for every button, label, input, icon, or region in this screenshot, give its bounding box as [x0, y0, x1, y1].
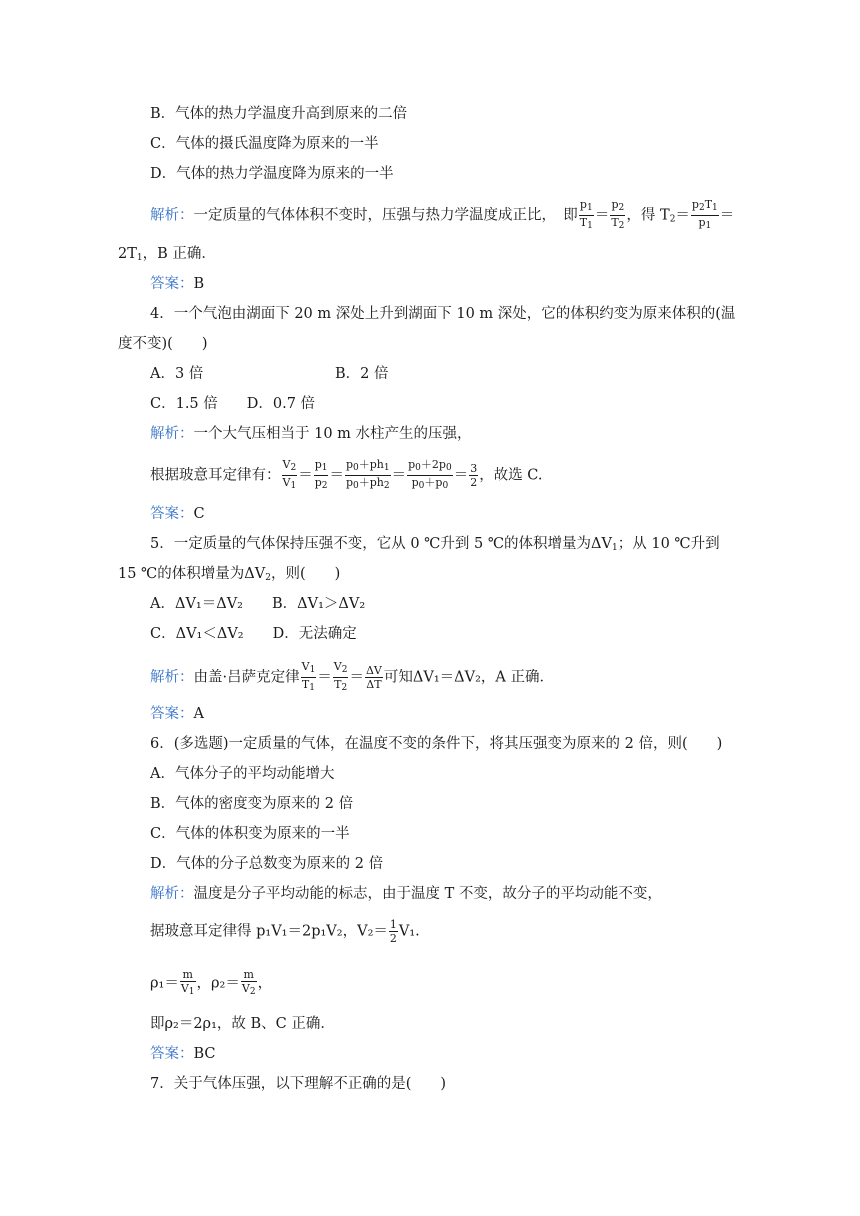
q4-stem-cont: 度不变)( ) — [118, 336, 208, 352]
q6-analysis: 解析：温度是分子平均动能的标志，由于温度 T 不变，故分子的平均动能不变， — [150, 886, 662, 902]
fraction: $\frac{1}{2}$ — [389, 918, 397, 945]
q5-analysis: 解析：由盖·吕萨克定律 $\frac{V_1}{T_1}$ ＝ $\frac{V_2}{T_2}$ ＝ $\frac{\Delta V}{\Delta T}$ 可知ΔV₁＝ΔV₂，A 正确． — [150, 660, 554, 693]
q4-analysis — [150, 424, 472, 444]
q6-option-b: B．气体的密度变为原来的 2 倍 — [150, 796, 354, 812]
fraction: $\frac{m}{V_1}$ — [180, 968, 195, 997]
fraction: $\frac{p_2T_1}{p_1}$ — [691, 198, 718, 231]
analysis-label: 解析： — [150, 886, 194, 902]
fraction: $\frac{V_2}{V_1}$ — [282, 458, 297, 491]
analysis-label: 解析： — [150, 669, 194, 686]
fraction: $\frac{3}{2}$ — [470, 462, 478, 489]
answer-label: 答案： — [150, 506, 194, 522]
fraction: $\frac{p_0+ph_1}{p_0+ph_2}$ — [345, 458, 390, 491]
q5-answer — [150, 704, 204, 724]
q6-option-a: A．气体分子的平均动能增大 — [150, 766, 335, 782]
analysis-text: 一个大气压相当于 10 m 水柱产生的压强， — [193, 426, 472, 442]
q3-option-b: B．气体的热力学温度升高到原来的二倍 — [150, 106, 408, 122]
q6-conclusion: 即ρ₂＝2ρ₁，故 B、C 正确． — [150, 1016, 335, 1032]
fraction: $\frac{V_2}{T_2}$ — [333, 660, 348, 693]
q4-stem: 4．一个气泡由湖面下 20 m 深处上升到湖面下 10 m 深处，它的体积约变为原来体积的(温 — [150, 306, 736, 322]
q7-stem: 7．关于气体压强，以下理解不正确的是( ) — [150, 1076, 447, 1092]
analysis-label: 解析： — [150, 207, 194, 224]
q5-options-ab: A．ΔV₁＝ΔV₂ B．ΔV₁＞ΔV₂ — [150, 596, 366, 612]
answer-label: 答案： — [150, 276, 194, 292]
q6-option-d: D．气体的分子总数变为原来的 2 倍 — [150, 856, 384, 872]
q3-answer — [150, 274, 204, 294]
q5-stem-cont: 15 ℃的体积增量为$\Delta V_2$，则( ) — [118, 566, 341, 583]
fraction: $\frac{V_1}{T_1}$ — [301, 660, 316, 693]
analysis-text: ，得 T — [626, 207, 670, 224]
fraction: $\frac{m}{V_2}$ — [241, 968, 256, 997]
q5-options-cd: C．ΔV₁＜ΔV₂ D．无法确定 — [150, 626, 357, 642]
q4-option-b: B．2 倍 — [335, 366, 389, 382]
analysis-label: 解析： — [150, 426, 194, 442]
answer-label: 答案： — [150, 1046, 194, 1062]
q6-stem: 6．(多选题)一定质量的气体，在温度不变的条件下，将其压强变为原来的 2 倍，则( ) — [150, 736, 723, 752]
q3-option-c: C．气体的摄氏温度降为原来的一半 — [150, 136, 379, 152]
answer-value: BC — [193, 1046, 216, 1062]
q6-answer — [150, 1044, 216, 1064]
fraction: $\frac{\Delta V}{\Delta T}$ — [365, 664, 382, 691]
q6-density: ρ₁＝ $\frac{m}{V_1}$ ，ρ₂＝ $\frac{m}{V_2}$ ， — [150, 968, 273, 997]
q6-law: 据玻意耳定律得 p₁V₁＝2p₁V₂，V₂＝ $\frac{1}{2}$ V₁. — [150, 918, 420, 945]
fraction: $\frac{p_1}{T_1}$ — [579, 198, 593, 231]
answer-value: C — [193, 506, 205, 522]
answer-label: 答案： — [150, 706, 194, 722]
q4-option-a: A．3 倍 — [150, 366, 204, 382]
q3-option-d: D．气体的热力学温度降为原来的一半 — [150, 166, 394, 182]
fraction: $\frac{p_1}{p_2}$ — [314, 458, 328, 491]
fraction: $\frac{p_2}{T_2}$ — [611, 198, 625, 231]
q5-stem: 5．一定质量的气体保持压强不变，它从 0 ℃升到 5 ℃的体积增量为$\Delta V_1$；从 10 ℃升到 — [150, 536, 720, 553]
q3-analysis: 解析：一定质量的气体体积不变时，压强与热力学温度成正比， 即 $\frac{p_1}{T_1}$ ＝ $\frac{p_2}{T_2}$ ，得 $T_2=$ $\frac{p_2T_1}{p_1}$ ＝ — [150, 198, 735, 231]
q4-answer — [150, 504, 205, 524]
q6-option-c: C．气体的体积变为原来的一半 — [150, 826, 350, 842]
answer-value: B — [193, 276, 205, 292]
answer-value: A — [193, 706, 204, 722]
q4-law: 根据玻意耳定律有： $\frac{V_2}{V_1}$ ＝ $\frac{p_1}{p_2}$ ＝ $\frac{p_0+ph_1}{p_0+ph_2}$ ＝ $\frac{p_0+2p_0}{p_0+p_0}$ ＝ $\frac{3}{2}$ ，故选 C. — [150, 458, 543, 491]
analysis-text: 一定质量的气体体积不变时，压强与热力学温度成正比， 即 — [193, 207, 578, 224]
fraction: $\frac{p_0+2p_0}{p_0+p_0}$ — [408, 458, 452, 491]
q4-option-cd: C．1.5 倍 D．0.7 倍 — [150, 396, 316, 412]
q3-analysis-cont: $2T_1$，B 正确． — [118, 246, 216, 263]
